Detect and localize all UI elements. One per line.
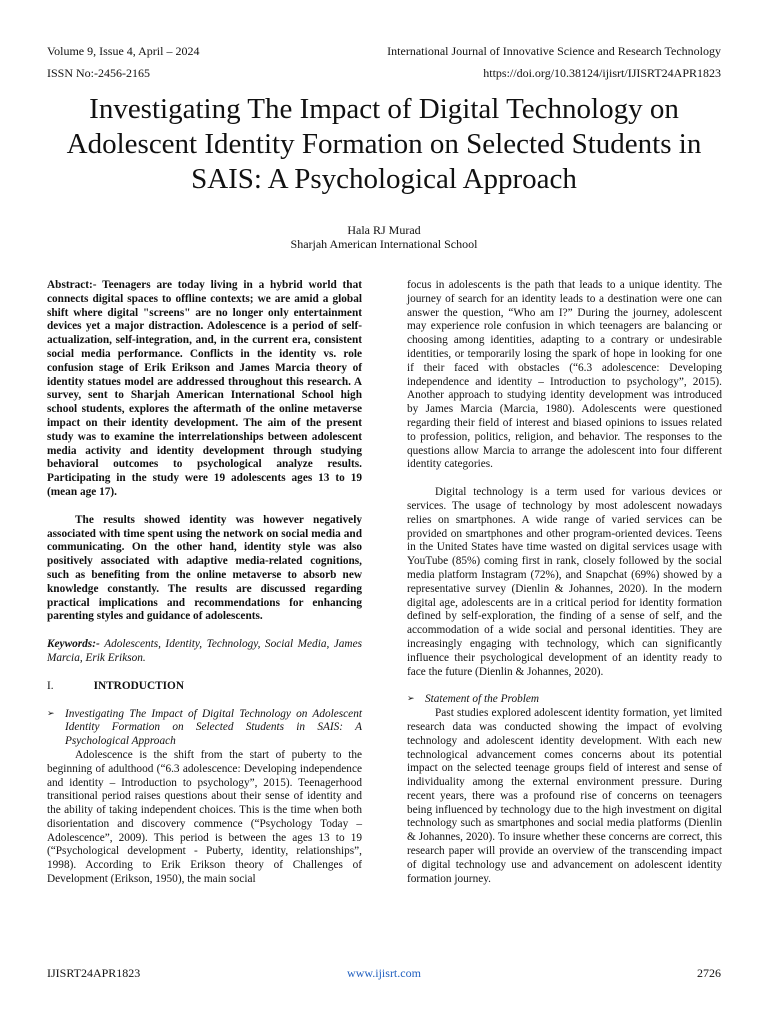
section-heading-introduction xyxy=(47,680,362,694)
paragraph-digital-technology: Digital technology is a term used for various devices or services. The usage of technology by most adolescent nowadays relies on smartphones. A wide range of varied services can be provided on smartphones and other program-oriented devices. Teens in the United States have time wasted on digital services usage with YouTube (85%) coming first in rank, closely followed by the social media platform Instagram (72%), and Snapchat (69%) showed by a representative survey (Dienlin & Johannes, 2020). In the modern digital age, adolescents are in a critical period for identity formation defined by self-exploration, the finding of a sense of self, and the accommodation of a wide social and personal identities. They are increasingly engaging with technology, which can significantly influence their psychological development of an identity ready to face the future (Dienlin & Johannes, 2020). xyxy=(407,486,722,678)
footer-page-number: 2726 xyxy=(697,966,721,980)
abstract-results: The results showed identity was however negatively associated with time spent using the network on social media and communicating. On the other hand, identity style was also positively associated with adaptive media-related cognitions, such as benefiting from the online metaverse to absorb new knowledge constantly. The results are discussed regarding practical implications and recommendations for enhancing parenting styles and guidance of adolescents. xyxy=(47,513,362,623)
author-affiliation: Sharjah American International School xyxy=(290,237,478,251)
author-name: Hala RJ Murad xyxy=(347,223,421,237)
header-journal: International Journal of Innovative Science and Research Technology xyxy=(387,44,721,58)
intro-paragraph: Adolescence is the shift from the start of puberty to the beginning of adulthood (“6.3 adolescence: Developing independence and identity – Introduction to psychology”, 2015). Teenagerhood transitional period raises questions about their sense of identity and the ability of taking independent choices. This is the time when both disorientation and discovery commence (“Psychology Today – Adolescence”, 2009). This period is between the ages 13 to 19 (“Psychological development - Puberty, identity, relationships”, 1998). According to Erik Erikson theory of Challenges of Development (Erikson, 1950), the main social xyxy=(47,748,362,886)
subsection-title: Investigating The Impact of Digital Technology on Adolescent Identity Formation on Selected Students in SAIS: A Psychological Approach xyxy=(65,707,362,748)
keywords-label: Keywords:- xyxy=(47,638,100,651)
abstract: Abstract:- Teenagers are today living in a hybrid world that connects digital spaces to offline contexts; we are amid a global shift where digital "screens" are no longer only entertainment devices yet a major distraction. Adolescence is a period of self-actualization, self-integration, and, in the current era, consistent social media performance. Conflicts in the identity vs. role confusion stage of Erik Erikson and James Marcia theory of identity statues model are addressed throughout this research. A survey, sent to Sharjah American International School high school students, explores the aftermath of the online metaverse impact on their identity development. The aim of the present study was to examine the interrelationships between adolescent media activity and identity development through studying behavioral outcomes to psychological analyze results. Participating in the study were 19 adolescents ages 13 to 19 (mean age 17). xyxy=(47,279,362,498)
footer-website-link[interactable]: www.ijisrt.com xyxy=(347,966,421,980)
arrow-bullet-icon: ➢ xyxy=(47,708,55,719)
footer-paper-id: IJISRT24APR1823 xyxy=(47,966,141,980)
keywords-list: Adolescents, Identity, Technology, Social Media, James Marcia, Erik Erikson. xyxy=(47,638,362,664)
left-column xyxy=(47,279,362,887)
section-number: I. xyxy=(47,679,54,692)
statement-title: Statement of the Problem xyxy=(425,693,540,706)
header-volume: Volume 9, Issue 4, April – 2024 xyxy=(47,44,200,58)
statement-heading xyxy=(407,693,722,707)
author-block xyxy=(0,223,768,251)
paper-title: Investigating The Impact of Digital Technology on Adolescent Identity Formation on Selected Students in SAIS: A Psychological Approach xyxy=(66,93,702,195)
subsection-heading xyxy=(47,708,362,749)
header-issn: ISSN No:-2456-2165 xyxy=(47,66,151,80)
right-column xyxy=(407,279,722,886)
arrow-bullet-icon: ➢ xyxy=(407,694,415,705)
section-title: INTRODUCTION xyxy=(93,679,184,692)
paragraph-identity: focus in adolescents is the path that leads to a unique identity. The journey of search for an identity leads to a destination were one can answer the question, “Who am I?” During the journey, adolescent may experience role confusion in which teenagers are balancing or choosing among identities, adapting to a contrary or undesirable identities, or temporarily losing the spark of hope in looking for one if their faced with obstacles (“6.3 adolescence: Developing independence and identity – Introduction to psychology”, 2015). Another approach to studying identity development was introduced by James Marcia (Marcia, 1980). Adolescents were questioned regarding their field of interest and biased opinions to issues related to profession, politics, religion, and behavior. The responses to the questions allow Marcia to arrange the adolescent into four different identity categories. xyxy=(407,279,722,471)
keywords xyxy=(47,638,362,666)
header-doi[interactable]: https://doi.org/10.38124/ijisrt/IJISRT24APR1823 xyxy=(483,66,721,80)
paragraph-statement: Past studies explored adolescent identity formation, yet limited research data was conducted showing the impact of evolving technology and adolescent identity development. With each new technological advancement comes concerns about its potential impact on the selected teenage groups field of interest and sense of individuality among the external environment pressure. During recent years, there was a profound rise of concerns on teenagers being influenced by technology due to the high investment on digital technology such as smartphones and social media platforms (Dienlin & Johannes, 2020). To insure whether these concerns are correct, this research paper will provide an overview of the transcending impact of digital technology use and advancement on adolescent identity formation journey. xyxy=(407,707,722,885)
